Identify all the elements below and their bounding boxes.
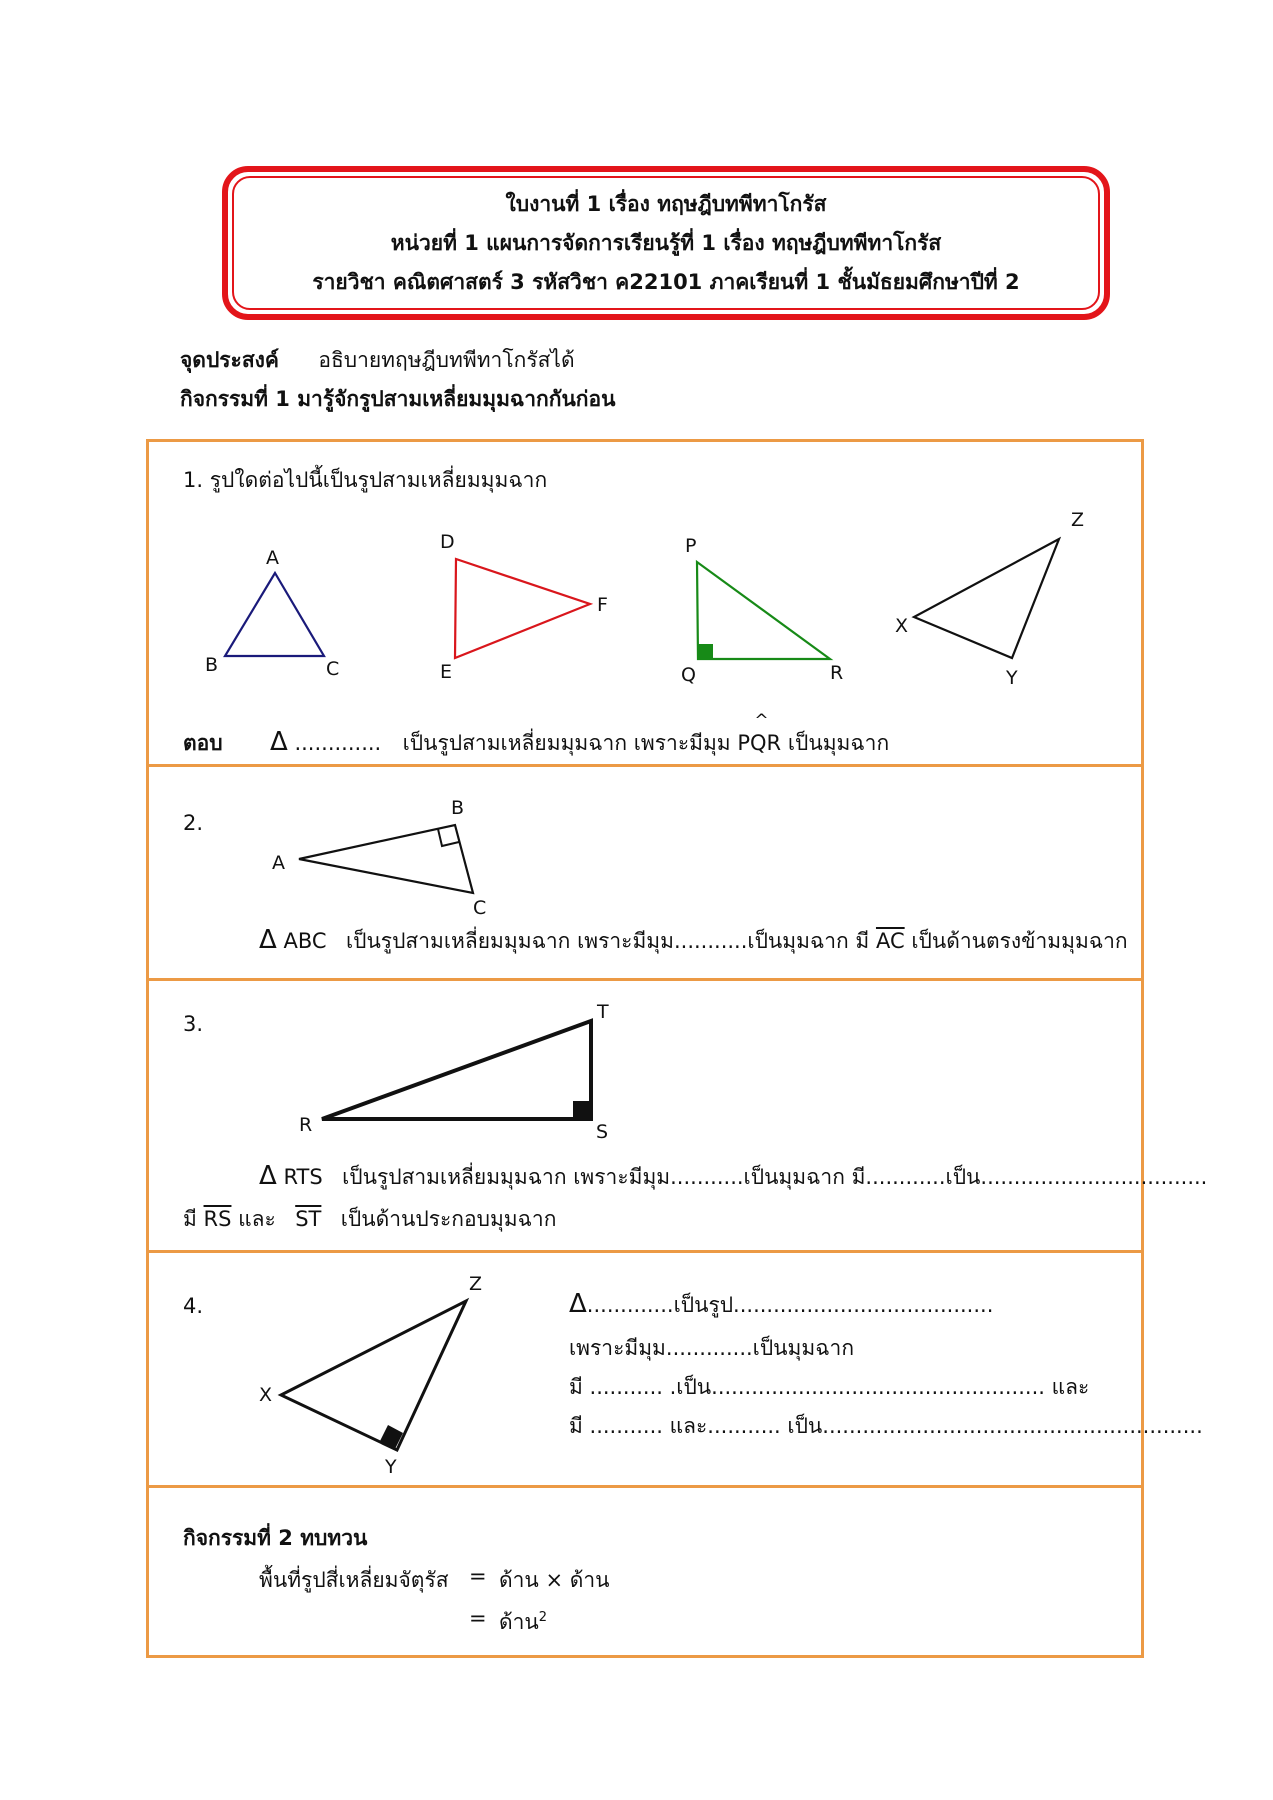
- label-r: R: [830, 662, 844, 684]
- label-b: B: [205, 654, 219, 676]
- triangle-pqr: [697, 562, 830, 659]
- formula-1: ด้าน × ด้าน: [499, 1568, 610, 1592]
- answer-label: ตอบ: [183, 731, 223, 755]
- area-label: พื้นที่รูปสี่เหลี่ยมจัตุรัส: [259, 1568, 449, 1592]
- answer-blank: .............: [294, 731, 382, 755]
- angle-hat: ^: [754, 711, 769, 731]
- formula-2: [499, 1606, 547, 1639]
- angle-pqr: PQR ^: [737, 711, 782, 755]
- question-4-panel: [146, 1250, 1203, 1488]
- triangle-xyz: [914, 539, 1059, 658]
- label-t3: T: [597, 1001, 609, 1023]
- q4-line2: เพราะมีมุม.............เป็นมุมฉาก: [569, 1336, 855, 1360]
- delta-symbol: Δ: [259, 1161, 277, 1191]
- right-angle-marker-s: [573, 1101, 591, 1119]
- label-r3: R: [299, 1114, 313, 1136]
- triangle-abc: [225, 573, 324, 656]
- q3-line2: [183, 1203, 556, 1236]
- label-c: C: [326, 658, 340, 680]
- q4-line1-text: .............เป็นรูป.......................................: [586, 1293, 994, 1317]
- activity-2-panel: [146, 1485, 1144, 1658]
- formula-2-base: ด้าน: [499, 1610, 539, 1634]
- q1-prompt: 1. รูปใดต่อไปนี้เป็นรูปสามเหลี่ยมมุมฉาก: [183, 468, 548, 492]
- label-c2: C: [473, 897, 487, 919]
- triangle-abc-2: [299, 825, 473, 893]
- right-angle-marker-q: [698, 644, 713, 659]
- answer-end: เป็นมุมฉาก: [787, 731, 890, 755]
- q3-statement: [259, 1161, 1207, 1194]
- equals-1: =: [469, 1564, 487, 1588]
- q3-number: 3.: [183, 1012, 204, 1036]
- label-s3: S: [596, 1121, 609, 1143]
- q1-answer-row: [183, 711, 890, 760]
- question-2-panel: [146, 764, 1144, 981]
- objective-label: จุดประสงค์: [180, 348, 279, 372]
- question-3-panel: [146, 978, 1208, 1253]
- q1-figures: [149, 442, 1147, 770]
- label-p: P: [685, 535, 697, 557]
- q2-statement: [259, 925, 1128, 958]
- label-a2: A: [272, 852, 285, 874]
- objective-row: [180, 344, 575, 377]
- q2-text1: เป็นรูปสามเหลี่ยมมุมฉาก เพราะมีมุม...........เป็นมุมฉาก มี: [345, 929, 870, 953]
- q2-number: 2.: [183, 811, 204, 835]
- formula-2-exponent: 2: [538, 1610, 548, 1625]
- label-z: Z: [1071, 509, 1085, 531]
- title-box: [222, 166, 1110, 320]
- q3-side-st: $\overline{ST}$: [295, 1207, 322, 1231]
- triangle-xyz-4: [281, 1301, 466, 1450]
- activity2-title: กิจกรรมที่ 2 ทบทวน: [183, 1526, 368, 1550]
- course-info: รายวิชา คณิตศาสตร์ 3 รหัสวิชา ค22101 ภาคเรียนที่ 1 ชั้นมัธยมศึกษาปีที่ 2: [312, 269, 1020, 294]
- label-z4: Z: [469, 1273, 483, 1295]
- question-1-panel: [146, 439, 1144, 767]
- delta-symbol: Δ: [259, 925, 277, 955]
- label-x: X: [895, 615, 909, 637]
- q4-line4: มี ........... และ........... เป็น.........................................................: [569, 1414, 1203, 1438]
- q3-side-rs: $\overline{RS}$: [203, 1207, 232, 1231]
- unit-title: หน่วยที่ 1 แผนการจัดการเรียนรู้ที่ 1 เรื่อง ทฤษฎีบทพีทาโกรัส: [390, 230, 942, 255]
- answer-text: เป็นรูปสามเหลี่ยมมุมฉาก เพราะมีมุม: [402, 731, 731, 755]
- triangle-def: [455, 559, 590, 658]
- q2-side-ac: $\overline{AC}$: [875, 929, 905, 953]
- q3-triangle: RTS: [283, 1165, 323, 1189]
- q3-and: และ: [238, 1207, 276, 1231]
- label-b2: B: [451, 797, 465, 819]
- label-y4: Y: [385, 1456, 397, 1478]
- q4-line3: มี ........... .เป็น.................................................. และ: [569, 1375, 1090, 1399]
- label-e: E: [440, 661, 453, 683]
- delta-symbol: Δ: [569, 1289, 587, 1319]
- q2-triangle: ABC: [283, 929, 327, 953]
- q2-text2: เป็นด้านตรงข้ามมุมฉาก: [911, 929, 1128, 953]
- q4-number: 4.: [183, 1294, 204, 1318]
- q3-mi: มี: [183, 1207, 197, 1231]
- label-f: F: [597, 594, 608, 616]
- activity1-title: กิจกรรมที่ 1 มารู้จักรูปสามเหลี่ยมมุมฉากกันก่อน: [180, 387, 616, 411]
- label-y: Y: [1006, 667, 1018, 689]
- equals-2: =: [469, 1606, 487, 1630]
- label-x4: X: [259, 1384, 273, 1406]
- q3-text1: เป็นรูปสามเหลี่ยมมุมฉาก เพราะมีมุม...........เป็นมุมฉาก มี............เป็น..................................: [342, 1165, 1208, 1189]
- q4-line1: [569, 1289, 993, 1322]
- objective-text: อธิบายทฤษฎีบทพีทาโกรัสได้: [318, 348, 575, 372]
- delta-symbol: Δ: [269, 727, 288, 757]
- label-d: D: [440, 531, 455, 553]
- label-a: A: [266, 547, 279, 569]
- q3-text2: เป็นด้านประกอบมุมฉาก: [340, 1207, 557, 1231]
- triangle-rts: [322, 1021, 591, 1119]
- worksheet-title: ใบงานที่ 1 เรื่อง ทฤษฎีบทพีทาโกรัส: [505, 191, 827, 216]
- label-q: Q: [681, 664, 696, 686]
